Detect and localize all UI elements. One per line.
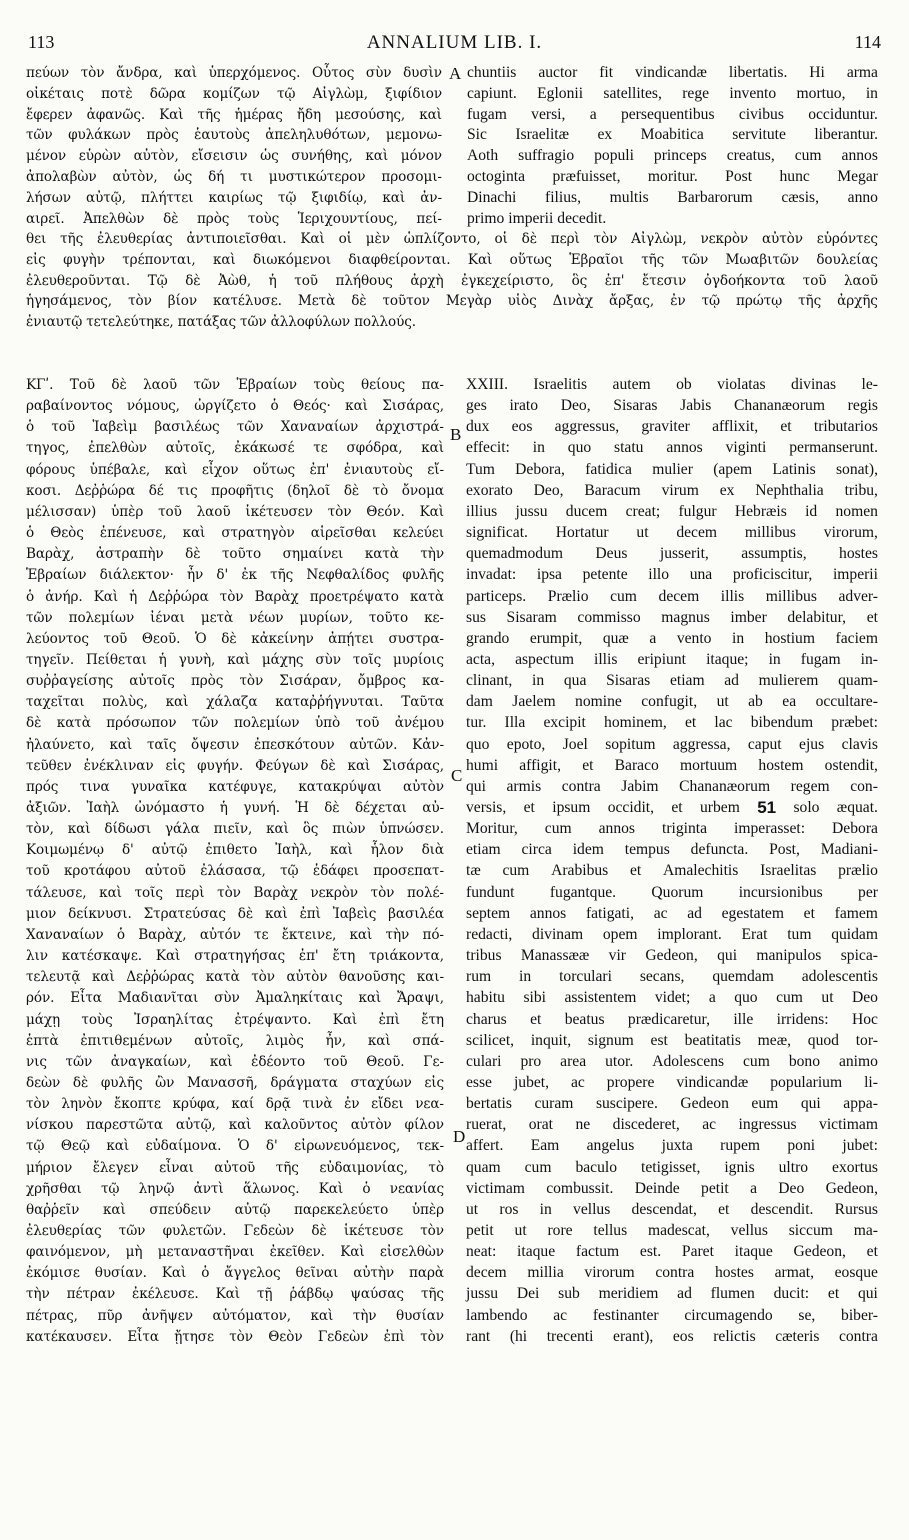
latin-line: Moritur, cum annos triginta imperasset: Debora [466, 820, 878, 838]
greek-line: πεύων τὸν ἄνδρα, καὶ ὑπερχόμενος. Οὗτος σὺν δυσὶν [26, 65, 442, 81]
greek-line: πρός τινα γυναῖκα κατέφυγε, κατακρύψαι αὐτὸν [26, 778, 444, 795]
latin-line: Tum Debora, fatidica mulier (apem Latinis sonat), [466, 460, 878, 478]
greek-line: τηγεῖν. Πείθεται ἡ γυνὴ, καὶ μάχης σὺν τοῖς μυρίοις [26, 651, 444, 668]
latin-line: tribus Manassææ vir Gedeon, qui manipulos spica- [466, 947, 878, 965]
latin-line: rum in torculari secans, quemdam adolescentis [466, 968, 878, 986]
latin-line: habitu sibi assistentem videt; a quo cum ut Deo [466, 989, 878, 1007]
greek-line: ὁ Θεὸς ἐπένευσε, καὶ στρατηγὸν αἱρεῖσθαι κελεύει [26, 525, 444, 542]
greek-line: δὲ κατὰ πρόσωπον τῶν πολεμίων ὑπὸ τοῦ ἀνέμου [26, 715, 444, 732]
latin-line: jussu Dei sub meridiem ad flumen ducit: et qui [466, 1285, 878, 1303]
greek-line: ἠλαύνετο, καὶ ταῖς ὄψεσιν ἐπεσκότουν αὐτῶν. Κἀν- [26, 736, 444, 753]
latin-line: scilicet, inquit, signum est beatitatis meæ, quod tor- [466, 1031, 878, 1049]
latin-line: Aoth suffragio populi princeps creatus, cum annos [467, 147, 878, 165]
greek-line: κοσι. Δεῤῥώρα δέ τις προφῆτις (δηλοῖ δὲ τὸ ὄνομα [26, 482, 444, 499]
greek-line: λιν κατέσκαψε. Καὶ στρατηγήσας ἐπ' ἔτη τριάκοντα, [26, 948, 444, 965]
greek-line: Κοιμωμένῳ δ' αὐτῷ ἐπιθετο Ἰαὴλ, καὶ ἧλον διὰ [26, 842, 444, 859]
latin-line: quo epoto, Joel sopitum aggressa, caput ejus clavis [466, 735, 878, 753]
greek-line: οἰκέταις ποτὲ δῶρα κομίζων τῷ Αἰγλὼμ, ξιφίδιον [26, 85, 442, 102]
latin-line: octoginta præfuisset, moritur. Post hunc Megar [467, 168, 878, 185]
greek-line: τελευτᾷ καὶ Δεῤῥώρας κατὰ τὸν αὐτὸν θανοῦσης και- [26, 969, 444, 986]
left-page-number: 113 [28, 32, 55, 52]
greek-line: λήσων αὐτῷ, πλήττει καιρίως τῷ ξιφιδίῳ, καὶ ἀν- [26, 189, 442, 206]
greek-line: πέτρας, πῦρ ἀνῆψεν αὐτόματον, καὶ τὴν θυσίαν [26, 1307, 444, 1324]
latin-line: dam Jaelem nomine confugit, ut ab ea occultare- [466, 693, 878, 711]
greek-line: τῶν φυλάκων πρὸς ἑαυτοὺς ἀπεληλυθότων, μεμονω- [26, 127, 442, 144]
greek-line: ἀπολαβὼν αὐτὸν, ὡς δή τι μυστικώτερον προσομι- [26, 169, 442, 185]
greek-line: τῶν πολεμίων ἰέναι μετὰ νέων μυρίων, τοῦτο κε- [26, 609, 444, 626]
greek-line: κατέκαυσεν. Εἶτα ᾔτησε τὸν Θεὸν Γεδεὼν ἐπὶ τὸν [26, 1328, 444, 1345]
latin-line: fundunt fugantque. Quorum incursionibus per [466, 883, 878, 901]
latin-line: septem annos fatigati, ac ad egestatem et famem [466, 904, 878, 922]
block-numeral: 51 [757, 798, 777, 817]
section-marker-d: D [453, 1127, 466, 1146]
greek-line: νις τῶν ἀναγκαίων, καὶ ἐδέοντο τοῦ Θεοῦ. Γε- [26, 1053, 444, 1070]
greek-line: εἰς φυγὴν τρέπονται, καὶ διωκόμενοι διαφθείρονται. Καὶ οὕτως Ἑβραῖοι τῆς τῶν Μωαβιτῶν δουλείας [26, 251, 878, 268]
greek-line: ἐνιαυτῷ τετελεύτηκε, πατάξας τῶν ἀλλοφύλων πολλούς. [26, 314, 416, 331]
greek-line: μέλισσαν) ὑπὲρ τοῦ λαοῦ ἱκέτευσεν τὸν Θεόν. Καὶ [26, 503, 444, 520]
greek-line: Βαρὰχ, ἀστραπὴν δὲ τοῦτο σημαίνει κατὰ τὴν [26, 546, 444, 563]
latin-line: lambendo ac festinanter circumagendo se, biber- [466, 1306, 878, 1324]
greek-line: θει τῆς ἐλευθερίας ἀντιποιεῖσθαι. Καὶ οἱ μὲν ὡπλίζοντο, οἱ δὲ περὶ τὸν Αἰγλὼμ, νεκρὸν αὐτὸν εὑρόντες [26, 231, 878, 247]
greek-line: ὁ τοῦ Ἰαβεὶμ βασιλέως τῶν Χαναναίων ἀρχιστρά- [26, 419, 444, 436]
latin-line: sus Sisaram commisso magnus imber delabitur, et [466, 608, 878, 626]
greek-line: τεῦθεν ἐνέκλιναν εἰς φυγήν. Φεύγων δὲ καὶ Σισάρας, [26, 757, 444, 774]
latin-line: grando erumpit, quæ a vento in hostium faciem [466, 629, 878, 647]
greek-line: φόρους ὑπέβαλε, καὶ εἶχον οὕτως ἐπ' ἐνιαυτοὺς εἴ- [26, 461, 444, 478]
latin-line: tæ cum Arabibus et Amalechitis Israelitas prælio [466, 862, 878, 880]
greek-line: ἡγησάμενος, τὸν βίον κατέλυσε. Μετὰ δὲ τοῦτον Μεγὰρ υἱὸς Δινὰχ ἄρξας, ἐν τῷ πρώτῳ τῆς ἀρχῆς [26, 293, 878, 310]
latin-line: chuntiis auctor fit vindicandæ libertatis. Hi arma [467, 64, 878, 81]
greek-line: ἀξιῶν. Ἰαὴλ ὠνόμαστο ἡ γυνή. Ἡ δὲ δέχεται αὐ- [26, 800, 444, 816]
section-marker-a: A [449, 64, 462, 83]
latin-line: ruerat, orat ne discederet, ac ingressus victimam [466, 1116, 878, 1134]
running-title: ANNALIUM LIB. I. [366, 32, 543, 53]
greek-line: αιρεῖ. Ἀπελθὼν δὲ πρὸς τοὺς Ἱεριχουντίους, πεί- [26, 210, 442, 227]
latin-line: primo imperii decedit. [467, 209, 607, 227]
greek-line: θαῤῥεῖν καὶ σπεύδειν αὐτῷ παρεκελεύετο ὑπὲρ [26, 1201, 444, 1218]
greek-line: χρῆσθαι τῷ ληνῷ ἀντὶ ἅλωνος. Καὶ ὁ νεανίας [26, 1180, 444, 1197]
latin-line: qui armis contra Jabim Chananæorum regem con- [466, 777, 878, 795]
greek-line: συῤῥαγείσης αὐτοῖς πρὸς τὸν Σισάραν, ὄμβρος κα- [26, 673, 444, 690]
latin-line: exorato Deo, Baracum virum ex Nephthalia tribu, [466, 481, 878, 499]
latin-line: versis, et ipsum occidit, et urbem 51 solo æquat. [466, 798, 878, 817]
latin-line: quemadmodum Deus jusserit, assumptis, hostes [466, 545, 878, 563]
greek-line: μάχῃ τοὺς Ἰσραηλίτας ἐτρέψαντο. Καὶ ἐπὶ ἔτη [26, 1011, 444, 1028]
greek-line: τὸν ληνὸν ἔκοπτε κρύφα, καί δρᾷ τινὰ ἐν εἴδει νεα- [26, 1096, 444, 1113]
greek-line: ρόν. Εἶτα Μαδιανῖται σὺν Ἀμαληκίταις καὶ Ἄραψι, [26, 990, 444, 1007]
greek-line: νίσκου παρεστῶτα αὐτῷ, καὶ καλοῦντος αὐτὸν φίλον [26, 1117, 444, 1134]
latin-line: neat: itaque factum est. Paret itaque Gedeon, et [466, 1243, 878, 1261]
latin-line: illius jussu ducem creat; fulgur Hebræis id nomen [466, 502, 878, 520]
latin-line: etiam circa idem tempus defuncta. Post, Madiani- [466, 841, 878, 859]
latin-line: esse jubet, ac propere vindicandæ popularium li- [466, 1073, 878, 1091]
greek-line: τάλευσε, καὶ τοῖς περὶ τὸν Βαρὰχ νεκρὸν τὸν πολέ- [26, 884, 444, 901]
greek-line: τῷ Θεῷ καὶ εὐδαίμονα. Ὁ δ' εἰρωνευόμενος, τεκ- [26, 1138, 444, 1155]
latin-line: redacti, divinam opem implorant. Erat tum quidam [466, 925, 878, 943]
greek-line: ἑπτὰ ἐπιτιθεμένων αὐτοῖς, λιμὸς ἦν, καὶ σπά- [26, 1032, 444, 1049]
greek-line: ταχεῖται πολὺς, καὶ χάλαζα καταῤῥήγνυται. Ταῦτα [26, 694, 444, 711]
latin-line: petit ut rore tellus madescat, vellus siccum ma- [466, 1222, 878, 1239]
greek-line: μήριον ἔλεγεν εἶναι αὐτοῦ τῆς εὐδαιμονίας, τὸ [26, 1159, 444, 1176]
greek-line: Ἑβραίων διάλεκτον· ἦν δ' ἐκ τῆς Νεφθαλίδος φυλῆς [26, 567, 444, 584]
latin-line: charus et beatus prædicaretur, ille irridens: Hoc [466, 1010, 878, 1028]
greek-line: Χαναναίων ὁ Βαρὰχ, αὐτόν τε ἔκτεινε, καὶ τὴν πό- [26, 926, 444, 943]
latin-line: particeps. Prælio cum decem illis millibus adver- [466, 587, 878, 605]
latin-line: XXIII. Israelitis autem ob violatas divinas le- [466, 376, 878, 393]
latin-line: rant (hi trecenti erant), eos relictis cæteris contra [466, 1327, 878, 1345]
latin-line: ut ros in vellus descendat, et descendit. Rursus [466, 1200, 878, 1218]
latin-line: capiunt. Eglonii satellites, rege invento mortuo, in [467, 84, 878, 102]
right-page-number: 114 [854, 32, 881, 52]
greek-line: μένον εὑρὼν αὐτὸν, εἴσεισιν ὡς συνήθης, καὶ μόνον [26, 148, 442, 165]
latin-line: Sic Israelitæ ex Moabitica servitute liberantur. [467, 126, 878, 144]
greek-line: τὴν πέτραν ἐκέλευσε. Καὶ τῇ ῥάβδῳ ψαύσας τῆς [26, 1286, 444, 1303]
greek-line: ΚΓʹ. Τοῦ δὲ λαοῦ τῶν Ἑβραίων τοὺς θείους πα- [26, 377, 444, 393]
latin-line: significat. Hortatur ut decem millibus virorum, [466, 524, 878, 542]
section-marker-b: B [450, 425, 462, 444]
latin-line: decem millia virorum contra hostes armat, eosque [466, 1264, 878, 1282]
greek-line: ἐλευθεροῦνται. Τῷ δὲ Ἀὼθ, ἡ τοῦ πλήθους ἀρχὴ ἐγκεχείριστο, ὃς ἐπ' ἔτεσιν ὀγδοήκοντα τοῦ λαοῦ [26, 272, 878, 289]
greek-line: μιον δείκνυσι. Στρατεύσας δὲ καὶ ἐπὶ Ἰαβεὶς βασιλέα [26, 905, 444, 922]
latin-line: Dinachi filius, multis Barbarorum cæsis, anno [467, 188, 878, 206]
latin-line: dux eos aggressus, graviter afflixit, et tributarios [466, 418, 878, 436]
latin-line: ges irato Deo, Sisaras Jabis Chananæorum regis [466, 397, 878, 415]
latin-line: bertatis curam suscipere. Gedeon eum qui appa- [466, 1095, 878, 1113]
greek-line: λεύοντος τοῦ Θεοῦ. Ὁ δὲ κἀκείνην ἀπῄτει συστρα- [26, 630, 444, 647]
greek-line: ἐλευθερίας τῶν φυλετῶν. Γεδεὼν δὲ ἱκέτευσε τὸν [26, 1223, 444, 1239]
section-marker-c: C [451, 766, 463, 785]
latin-line: invadat: ipsa petente illo una proficiscitur, imperii [466, 566, 878, 584]
greek-line: τοῦ κροτάφου αὐτοῦ ἐλάσασα, τῷ ἐδάφει προσεπατ- [26, 863, 444, 880]
latin-line: acta, aspectum illis eripiunt itaque; in fugam in- [466, 650, 878, 668]
greek-line: ραβαίνοντος νόμους, ὠργίζετο ὁ Θεός· καὶ Σισάρας, [26, 398, 444, 415]
latin-line: tur. Illa excipit hominem, et lac bibendum præbet: [466, 714, 878, 732]
greek-line: ὁ ἀνήρ. Καὶ ἡ Δεῤῥώρα τὸν Βαρὰχ προετρέψατο κατὰ [26, 588, 444, 605]
latin-line: quam cum baculo tetigisset, ignis ultro exortus [466, 1158, 878, 1176]
greek-line: φαινόμενον, μὴ μεταναστῆναι ἐκεῖθεν. Καὶ εἰσελθὼν [26, 1244, 444, 1261]
greek-line: ἐκόμισε θυσίαν. Καὶ ὁ ἄγγελος θεῖναι αὐτὴν παρὰ [26, 1265, 444, 1282]
latin-line: clinant, in qua Sisaras etiam ad mulierem quam- [466, 672, 878, 690]
running-header [28, 32, 881, 58]
greek-line: ἔφερεν ἀφανῶς. Καὶ τῆς ἡμέρας ἤδη μεσούσης, καὶ [26, 106, 442, 123]
latin-line: fugam versi, a persequentibus civibus occiduntur. [467, 105, 878, 123]
latin-line: effecit: in quo statu annos viginti permanserunt. [466, 439, 878, 457]
greek-line: δεὼν δὲ φυλῆς ὢν Μανασσῆ, δράγματα σταχύων εἰς [26, 1074, 444, 1091]
latin-line: culari pro area utor. Adolescens cum bono animo [466, 1052, 878, 1070]
greek-line: τὸν, καὶ δίδωσι γάλα πιεῖν, καὶ ὃς πιὼν ὑπνώσεν. [26, 821, 444, 838]
latin-line: victimam combussit. Deinde petit a Deo Gedeon, [466, 1179, 878, 1197]
latin-line: affert. Eam angelus juxta rupem poni jubet: [466, 1137, 878, 1155]
greek-line: τηγος, ἐπελθὼν αὐτοῖς, ἐκάκωσέ τε σφόδρα, καὶ [26, 440, 444, 457]
latin-line: humi affigit, et Baraco mortuum hostem ostendit, [466, 756, 878, 774]
